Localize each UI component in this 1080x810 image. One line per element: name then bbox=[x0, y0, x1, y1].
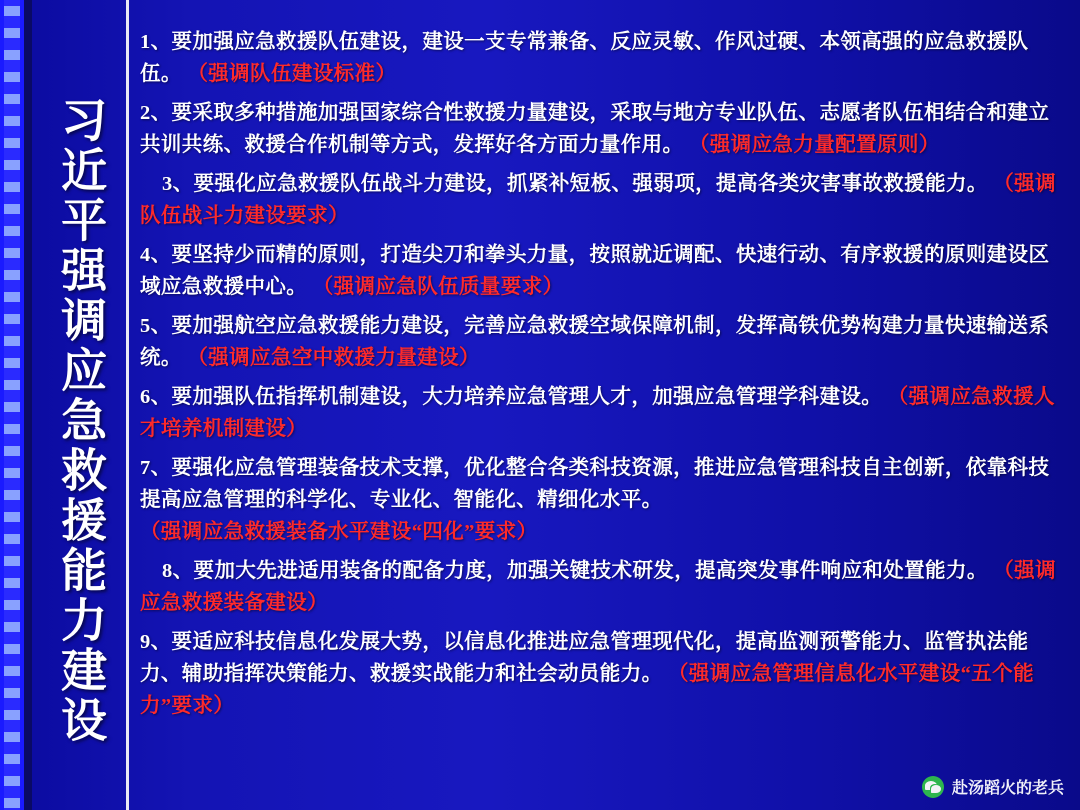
list-item-emphasis: （强调应急管理信息化水平建设“五个能力”要求） bbox=[140, 663, 1034, 717]
watermark bbox=[922, 775, 1064, 798]
wechat-icon bbox=[922, 776, 944, 798]
list-item bbox=[140, 239, 1060, 303]
watermark-label: 赴汤蹈火的老兵 bbox=[951, 780, 1064, 797]
film-sprocket-pattern bbox=[4, 0, 20, 810]
page-title: 习近平强调应急救援能力建设 bbox=[55, 96, 107, 746]
list-item-emphasis: （强调队伍建设标准） bbox=[187, 63, 397, 85]
list-item-emphasis: （强调应急空中救援力量建设） bbox=[187, 347, 480, 369]
list-item bbox=[140, 381, 1060, 445]
list-item-emphasis: （强调应急救援装备水平建设“四化”要求） bbox=[140, 521, 538, 543]
film-strip-inner-edge bbox=[24, 0, 32, 810]
list-item-text: 5、要加强航空应急救援能力建设，完善应急救援空域保障机制，发挥高铁优势构建力量快速输送系统。 bbox=[140, 315, 1050, 369]
list-item-emphasis: （强调应急救援装备建设） bbox=[140, 560, 1056, 614]
slide-body bbox=[140, 26, 1060, 796]
vertical-divider bbox=[126, 0, 129, 810]
list-item bbox=[140, 97, 1060, 161]
list-item-text: 1、要加强应急救援队伍建设，建设一支专常兼备、反应灵敏、作风过硬、本领高强的应急救援队伍。 bbox=[140, 31, 1029, 85]
list-item bbox=[140, 555, 1060, 619]
list-item-text: 2、要采取多种措施加强国家综合性救援力量建设，采取与地方专业队伍、志愿者队伍相结合和建立共训共练、救援合作机制等方式，发挥好各方面力量作用。 bbox=[140, 102, 1050, 156]
list-item-text: 6、要加强队伍指挥机制建设，大力培养应急管理人才，加强应急管理学科建设。 bbox=[140, 386, 883, 408]
list-item-emphasis: （强调应急队伍质量要求） bbox=[312, 276, 564, 298]
list-item-text: 7、要强化应急管理装备技术支撑，优化整合各类科技资源，推进应急管理科技自主创新，依靠科技提高应急管理的科学化、专业化、智能化、精细化水平。 bbox=[140, 457, 1050, 511]
list-item-emphasis: （强调应急救援人才培养机制建设） bbox=[140, 386, 1055, 440]
list-item bbox=[140, 310, 1060, 374]
list-item-emphasis: （强调应急力量配置原则） bbox=[688, 134, 940, 156]
list-item-text: 3、要强化应急救援队伍战斗力建设，抓紧补短板、强弱项，提高各类灾害事故救援能力。 bbox=[162, 173, 988, 195]
list-item bbox=[140, 168, 1060, 232]
list-item bbox=[140, 452, 1060, 548]
list-item bbox=[140, 26, 1060, 90]
list-item-emphasis: （强调队伍战斗力建设要求） bbox=[140, 173, 1056, 227]
list-item-text: 8、要加大先进适用装备的配备力度，加强关键技术研发，提高突发事件响应和处置能力。 bbox=[162, 560, 988, 582]
film-strip-decoration bbox=[0, 0, 24, 810]
list-item-text: 4、要坚持少而精的原则，打造尖刀和拳头力量，按照就近调配、快速行动、有序救援的原则建设区域应急救援中心。 bbox=[140, 244, 1050, 298]
list-item-text: 9、要适应科技信息化发展大势，以信息化推进应急管理现代化，提高监测预警能力、监管执法能力、辅助指挥决策能力、救援实战能力和社会动员能力。 bbox=[140, 631, 1029, 685]
list-item bbox=[140, 626, 1060, 722]
slide-vertical-title bbox=[34, 0, 126, 810]
